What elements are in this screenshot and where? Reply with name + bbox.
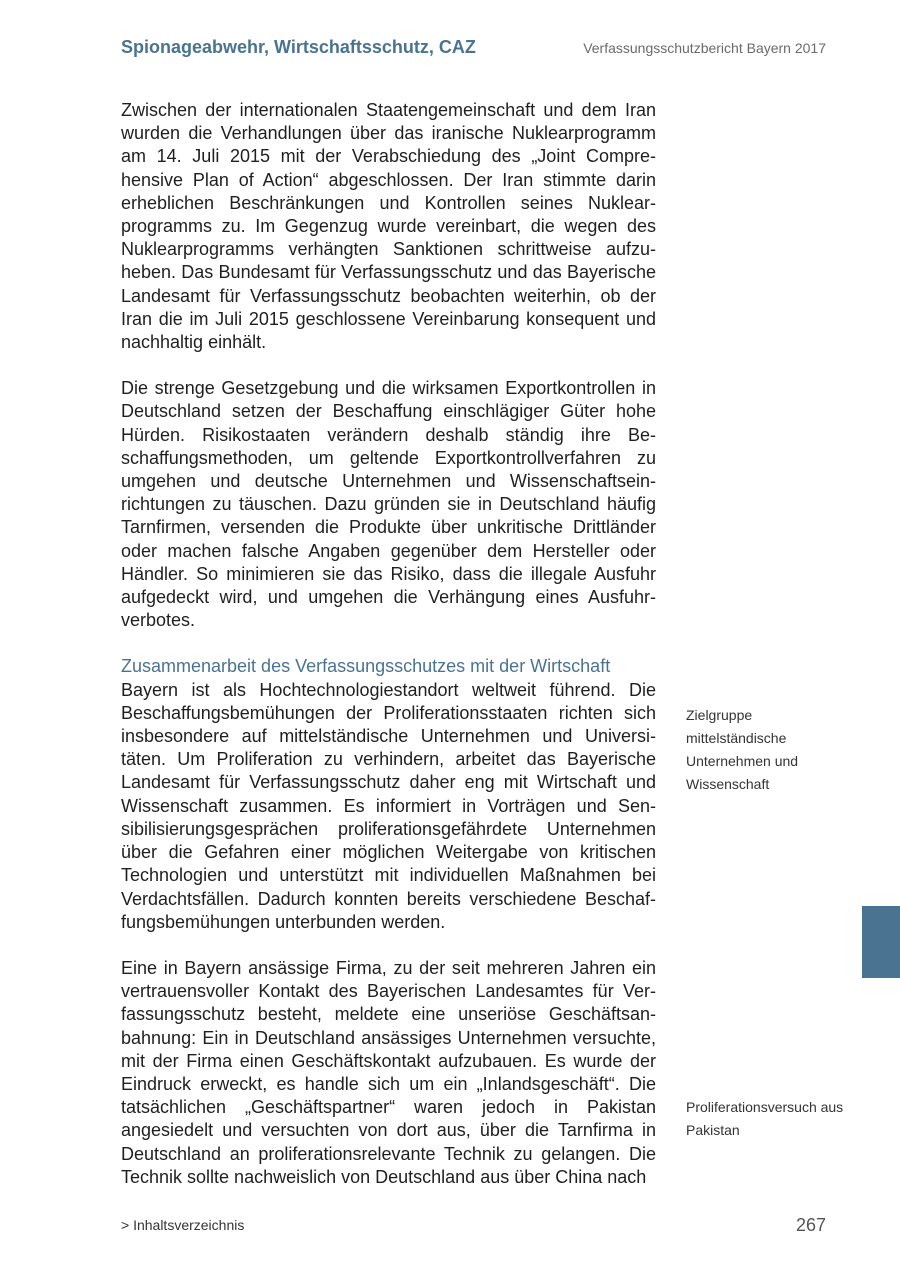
page-number: 267: [795, 1215, 826, 1235]
chapter-tab-marker: [862, 906, 900, 978]
paragraph-cooperation: Bayern ist als Hochtechnologiestandort weltweit führend. Die Beschaffungsbemühungen der Proliferationsstaaten richten sich insbesondere auf mittelständische Unternehmen und Universitäten. Um Proliferation zu verhindern, arbeitet das Bayerische Landesamt für Verfassungsschutz daher eng mit Wirtschaft und Wissenschaft zusammen. Es informiert in Vorträgen und Sensibilisierungsgesprächen proliferationsgefährdete Unternehmen über die Gefahren einer möglichen Weitergabe von kritischen Technologien und unterstützt mit individuellen Maßnahmen bei Verdachtsfällen. Dadurch konnten bereits verschiedene Beschaffungsbemühungen unterbunden werden.: [121, 679, 656, 932]
paragraph-gap: [121, 632, 656, 655]
paragraph-export-controls: Die strenge Gesetzgebung und die wirksamen Exportkontrollen in Deutschland setzen der Beschaffung einschlägiger Güter hohe Hürden. Risikostaaten verändern deshalb ständig ihre Beschaffungsmethoden, um geltende Exportkontrollverfahren zu umgehen und deutsche Unternehmen und Wissenschaftseinrichtungen zu täuschen. Dazu gründen sie in Deutschland häufig Tarnfirmen, versenden die Produkte über unkritische Drittländer oder machen falsche Angaben gegenüber dem Hersteller oder Händler. So minimieren sie das Risiko, dass die illegale Ausfuhr aufgedeckt wird, und umgehen die Verhängung eines Ausfuhrverbotes.: [121, 378, 656, 631]
margin-note-target-group: Zielgruppe mittelständische Unternehmen und Wissenschaft: [686, 707, 799, 792]
paragraph-pakistan-case: Eine in Bayern ansässige Firma, zu der seit mehreren Jahren ein vertrauensvoller Kontakt des Bayerischen Landesamtes für Verfassungsschutz besteht, meldete eine unseriöse Geschäftsanbahnung: Ein in Deutschland ansässiges Unternehmen versuchte, mit der Firma einen Geschäftskontakt aufzubauen. Es wurde der Eindruck erweckt, es handle sich um ein „Inlandsgeschäft“. Die tatsächlichen „Geschäftspartner“ waren jedoch in Pakistan angesiedelt und versuchten von dort aus, über die Tarnfirma in Deutschland an proliferationsrelevante Technik zu gelangen. Die Technik sollte nachweislich von Deutschland aus über China nach: [121, 957, 656, 1187]
paragraph-gap: [121, 354, 656, 377]
report-title: Verfassungsschutzbericht Bayern 2017: [583, 40, 826, 56]
subheading-cooperation: Zusammenarbeit des Verfassungsschutzes mit der Wirtschaft: [121, 656, 611, 677]
main-content: [121, 99, 656, 1189]
paragraph-iran-nuclear: Zwischen der internationalen Staatengemeinschaft und dem Iran wurden die Verhandlungen über das iranische Nuklearprogramm am 14. Juli 2015 mit der Verabschiedung des „Joint Comprehensive Plan of Action“ abgeschlossen. Der Iran stimmte darin erheblichen Beschränkungen und Kontrollen seines Nuklearprogramms zu. Im Gegenzug wurde vereinbart, die wegen des Nuklearprogramms verhängten Sanktionen schrittweise aufzuheben. Das Bundesamt für Verfassungsschutz und das Bayerische Landesamt für Verfassungsschutz beobachten weiterhin, ob der Iran die im Juli 2015 geschlossene Vereinbarung konsequent und nachhaltig einhält.: [121, 100, 656, 353]
toc-link[interactable]: > Inhaltsverzeichnis: [121, 1217, 245, 1233]
margin-note-pakistan: Proliferationsversuch aus Pakistan: [686, 1099, 844, 1138]
paragraph-gap: [121, 934, 656, 957]
section-title: Spionageabwehr, Wirtschaftsschutz, CAZ: [121, 37, 476, 57]
